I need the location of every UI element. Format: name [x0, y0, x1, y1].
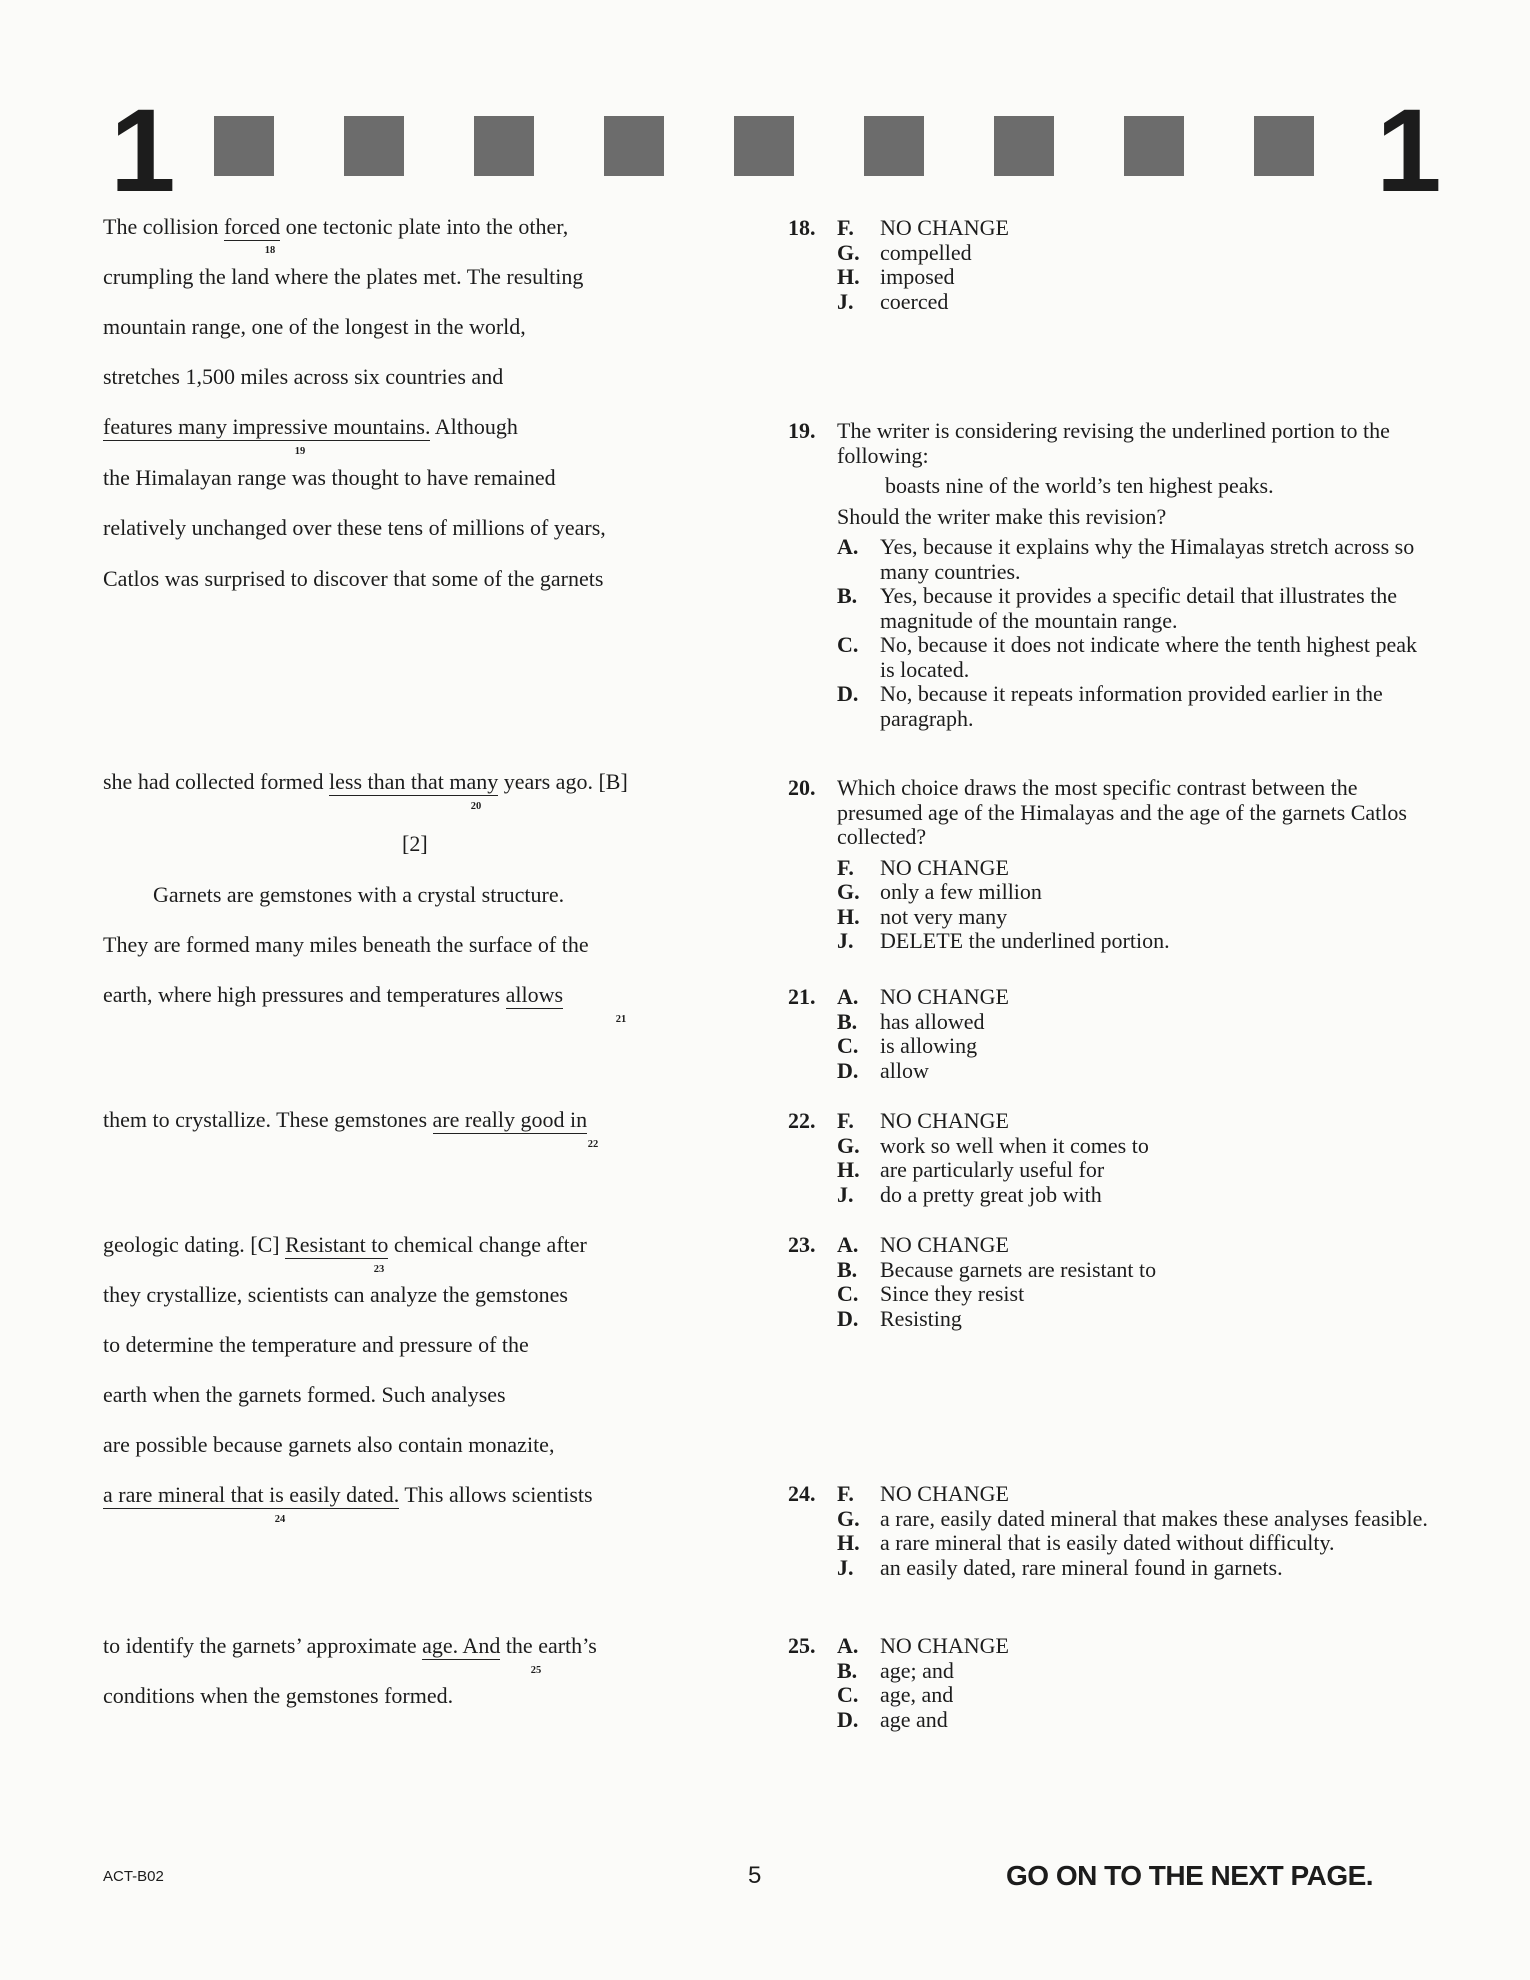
question-19	[788, 419, 1428, 731]
option-g[interactable]: G. only a few million	[837, 879, 1042, 904]
question-21	[788, 985, 1428, 1083]
question-stem: 20. Which choice draws the most specific contrast between the presumed age of the Himalayas and the age of the garnets Catlos collected?	[788, 775, 1407, 849]
option-f[interactable]: F. NO CHANGE	[837, 854, 1009, 880]
passage-line: she had collected formed less than that many years ago. [B]	[103, 769, 628, 794]
passage-line: They are formed many miles beneath the surface of the	[103, 932, 589, 957]
option-b[interactable]: B. Because garnets are resistant to	[837, 1256, 1157, 1282]
option-g[interactable]: G. work so well when it comes to	[837, 1132, 1149, 1158]
option-g[interactable]: G. compelled	[837, 239, 972, 265]
header-block	[604, 116, 664, 176]
passage-line: relatively unchanged over these tens of millions of years,	[103, 515, 606, 540]
option-h[interactable]: H. not very many	[837, 903, 1008, 929]
option-h[interactable]: H. a rare mineral that is easily dated without difficulty.	[837, 1530, 1335, 1555]
header-block	[1124, 116, 1184, 176]
question-stem: 19. The writer is considering revising the underlined portion to the following:	[788, 418, 1390, 468]
header-block	[734, 116, 794, 176]
passage-line: a rare mineral that is easily dated. This allows scientists	[103, 1482, 593, 1507]
underline-number: 20	[470, 801, 482, 812]
option-j[interactable]: J. coerced	[837, 288, 949, 314]
option-b[interactable]: B. Yes, because it provides a specific detail that illustrates the magnitude of the mountain range.	[837, 583, 1398, 633]
underlined-portion-19: features many impressive mountains.	[103, 414, 431, 439]
paragraph-marker: [2]	[402, 831, 428, 856]
passage-line: mountain range, one of the longest in the world,	[103, 314, 526, 339]
passage-line: stretches 1,500 miles across six countries and	[103, 364, 504, 389]
option-h[interactable]: H. are particularly useful for	[837, 1157, 1105, 1182]
question-number: 18.	[788, 215, 816, 240]
passage-line: earth when the garnets formed. Such analyses	[103, 1382, 506, 1407]
passage-line: earth, where high pressures and temperatures allows	[103, 982, 564, 1007]
question-25	[788, 1634, 1428, 1732]
question-number: 21.	[788, 984, 816, 1009]
option-d[interactable]: D. No, because it repeats information provided earlier in the paragraph.	[837, 681, 1383, 731]
form-code: ACT-B02	[103, 1868, 164, 1885]
passage-line: Garnets are gemstones with a crystal structure.	[153, 882, 565, 907]
option-a[interactable]: 21. A. NO CHANGE	[788, 984, 1009, 1009]
option-h[interactable]: H. imposed	[837, 264, 955, 289]
passage-line: to identify the garnets’ approximate age. And the earth’s	[103, 1633, 597, 1658]
option-c[interactable]: C. is allowing	[837, 1033, 978, 1058]
option-f[interactable]: 22. F. NO CHANGE	[788, 1108, 1009, 1133]
option-c[interactable]: C. age, and	[837, 1682, 954, 1707]
underline-number: 19	[294, 446, 306, 457]
option-d[interactable]: D. allow	[837, 1057, 929, 1083]
underline-number: 22	[587, 1139, 599, 1150]
underline-number: 24	[274, 1514, 286, 1525]
option-f[interactable]: 18. F. NO CHANGE	[788, 215, 1009, 240]
option-a[interactable]: A. Yes, because it explains why the Himalayas stretch across so many countries.	[837, 534, 1415, 584]
option-c[interactable]: C. Since they resist	[837, 1281, 1025, 1306]
header-block	[474, 116, 534, 176]
passage-line: to determine the temperature and pressure of the	[103, 1332, 529, 1357]
question-prompt: Should the writer make this revision?	[837, 503, 1167, 529]
passage-line: conditions when the gemstones formed.	[103, 1683, 454, 1708]
header-block	[344, 116, 404, 176]
underlined-portion-18: forced	[223, 214, 281, 239]
question-number: 22.	[788, 1108, 816, 1133]
question-number: 25.	[788, 1633, 816, 1658]
header-block	[214, 116, 274, 176]
underline-number: 21	[615, 1014, 627, 1025]
underline-number: 18	[264, 245, 276, 256]
option-a[interactable]: 23. A. NO CHANGE	[788, 1232, 1009, 1257]
section-number-right: 1	[1376, 85, 1440, 217]
option-j[interactable]: J. an easily dated, rare mineral found in garnets.	[837, 1554, 1283, 1580]
question-20	[788, 776, 1428, 954]
passage-line: The collision forced one tectonic plate into the other,	[103, 214, 569, 239]
question-23	[788, 1233, 1428, 1331]
passage-line: them to crystallize. These gemstones are really good in	[103, 1107, 588, 1132]
question-22	[788, 1109, 1428, 1207]
option-a[interactable]: 25. A. NO CHANGE	[788, 1633, 1009, 1658]
go-on-notice: GO ON TO THE NEXT PAGE.	[1006, 1860, 1374, 1891]
passage-line: Catlos was surprised to discover that some of the garnets	[103, 566, 604, 591]
underlined-portion-24: a rare mineral that is easily dated.	[103, 1482, 400, 1507]
header-block	[994, 116, 1054, 176]
revision-quote: boasts nine of the world’s ten highest peaks.	[885, 473, 1274, 498]
option-c[interactable]: C. No, because it does not indicate where the tenth highest peak is located.	[837, 632, 1417, 682]
section-number-left: 1	[110, 85, 174, 217]
underlined-portion-25: age. And	[422, 1633, 501, 1658]
passage-line: features many impressive mountains. Although	[103, 414, 518, 439]
underlined-portion-20: less than that many	[329, 769, 499, 794]
passage-line: they crystallize, scientists can analyze the gemstones	[103, 1282, 568, 1307]
option-d[interactable]: D. age and	[837, 1706, 948, 1732]
option-b[interactable]: B. age; and	[837, 1657, 954, 1683]
option-f[interactable]: 24. F. NO CHANGE	[788, 1481, 1009, 1506]
underlined-portion-21: allows	[505, 982, 564, 1007]
underline-number: 23	[373, 1264, 385, 1275]
option-g[interactable]: G. a rare, easily dated mineral that makes these analyses feasible.	[837, 1505, 1428, 1531]
question-number: 24.	[788, 1481, 816, 1506]
page-number: 5	[748, 1862, 762, 1889]
underlined-portion-22: are really good in	[432, 1107, 588, 1132]
header-block	[1254, 116, 1314, 176]
underlined-portion-23: Resistant to	[285, 1232, 389, 1257]
question-number: 19.	[788, 418, 816, 443]
underline-number: 25	[530, 1665, 542, 1676]
option-b[interactable]: B. has allowed	[837, 1008, 985, 1034]
question-24	[788, 1482, 1428, 1580]
passage-line: are possible because garnets also contain monazite,	[103, 1432, 555, 1457]
header-block	[864, 116, 924, 176]
option-j[interactable]: J. DELETE the underlined portion.	[837, 928, 1170, 953]
option-j[interactable]: J. do a pretty great job with	[837, 1181, 1102, 1207]
question-number: 20.	[788, 775, 816, 800]
passage-line: geologic dating. [C] Resistant to chemical change after	[103, 1232, 587, 1257]
passage-line: the Himalayan range was thought to have remained	[103, 465, 556, 490]
question-number: 23.	[788, 1232, 816, 1257]
question-18	[788, 216, 1428, 314]
option-d[interactable]: D. Resisting	[837, 1305, 962, 1331]
passage-line: crumpling the land where the plates met. The resulting	[103, 264, 584, 289]
